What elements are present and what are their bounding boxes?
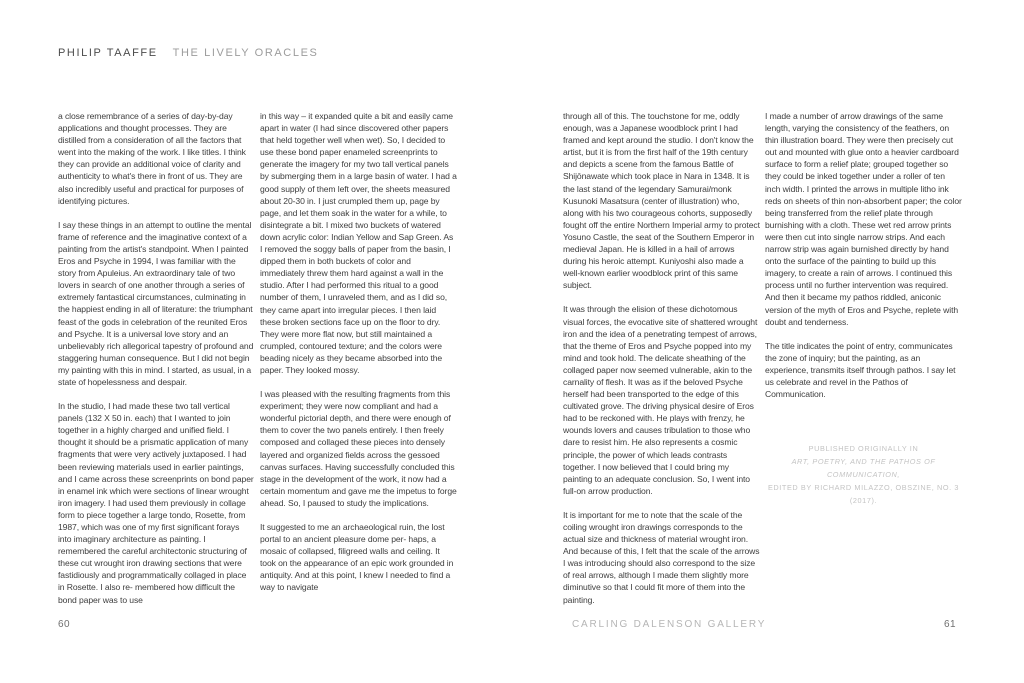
body-paragraph: I was pleased with the resulting fragments from this experiment; they were now compliant and had a wonderful pictorial depth, and there were enough of them to cover the two panels entirely. I then freely composed and collaged these pieces into densely layered and organized fields across the gessoed canvas surfaces. Having successfully concluded this stage in the development of the work, it now had a certain momentum and gave me the impetus to forge ahead. So, I paused to study the implications. <box>260 389 457 508</box>
text-column-3 <box>563 110 760 606</box>
publication-credit <box>765 442 962 507</box>
text-column-1 <box>58 110 255 606</box>
body-paragraph: The title indicates the point of entry, communicates the zone of inquiry; but the painting, as an experience, transmits itself through pathos. I say let us celebrate and revel in the Pathos of Communication. <box>765 340 956 400</box>
body-paragraph: a close remembrance of a series of day-by-day applications and thought processes. They are distilled from a consideration of all the factors that went into the making of the work. I like titles. I think they can provide an additional voice of clarity and authenticity to what's there in front of us. They are also incredibly useful and practical for purposes of identifying pictures. <box>58 111 246 206</box>
text-column-2 <box>260 110 457 594</box>
body-paragraph: I say these things in an attempt to outline the mental frame of reference and the imaginative context of a painting from the artist's standpoint. When I painted Eros and Psyche in 1994, I was familiar with the story from Apuleius. An extraordinary tale of two lovers in search of one another through a series of extremely fantastical circumstances, culminating in the happiest ending in all of literature: the triumphant feast of the gods in celebration of the reunited Eros and Psyche. It is a universal love story and an unbelievably rich allegorical tapestry of profound and staggering human consequence. But I did not begin my painting with this in mind. I started, as usual, in a state of hopelessness and despair. <box>58 219 254 387</box>
body-paragraph: It is important for me to note that the scale of the coiling wrought iron drawings corresponds to the actual size and thickness of material wrought iron. And because of this, I felt that the scale of the arrows I was introducing should also correspond to the size of real arrows, although I made them slightly more diminutive so that I could fit more of them into the painting. <box>563 509 760 605</box>
body-paragraph: It suggested to me an archaeological ruin, the lost portal to an ancient pleasure dome per- haps, a mosaic of collapsed, filigreed walls and ceiling. It took on the appearance of an epic work grounded in antiquity. And at this point, I knew I needed to find a way to navigate <box>260 522 454 593</box>
body-paragraph: I made a number of arrow drawings of the same length, varying the consistency of the feathers, on thin illustration board. They were then precisely cut out and mounted with glue onto a heavier cardboard surface to form a relief plate; grouped together so they could be inked together under a roller of ten inch width. I printed the arrows in multiple litho ink reds on sheets of thin non-absorbent paper; the color being transferred from the relief plate through burnishing with a cloth. These wet red arrow prints were then cut into single narrow strips. And each narrow strip was again burnished directly by hand onto the surface of the painting to build up this imagery, to create a rain of arrows. I continued this process until no further intervention was required. And then it became my pathos riddled, aniconic version of the myth of Eros and Psyche, replete with doubt and tenderness. <box>765 111 962 327</box>
page-number-right: 61 <box>944 619 957 630</box>
body-paragraph: It was through the elision of these dichotomous visual forces, the evocative site of shattered wrought iron and the idea of a penetrating tempest of arrows, that the theme of Eros and Psyche popped into my mind and took hold. The delicate sheathing of the collaged paper now seemed vulnerable, akin to the carnality of flesh. It was as if the beloved Psyche herself had been transported to the edge of this cultivated grove. The driving physical desire of Eros had to be reckoned with. He plays with frenzy, he wounds lovers and causes tribulation to those who dare to resist him. He also represents a cosmic principle, the power of which leads contrasts together. I now believed that I could bring my painting to an adequate conclusion. So, I went into full-on arrow production. <box>563 304 758 496</box>
credit-line-3: EDITED BY RICHARD MILAZZO, OBSZINE, NO. 3 (2017). <box>767 483 960 506</box>
credit-line-2: ART, POETRY, AND THE PATHOS OF COMMUNICATION, <box>791 457 936 480</box>
body-paragraph: through all of this. The touchstone for me, oddly enough, was a Japanese woodblock print I had framed and kept around the studio. I don't know the artist, but it is from the first half of the 19th century and depicts a scene from the famous Battle of Shijōnawate which took place in Nara in 1348. It is the last stand of the legendary Samurai/monk Kusunoki Masatsura (center of illustration) who, along with his two courageous cohorts, supposedly fought off the entire Northern Imperial army to protect Yosuno Castle, the seat of the Southern Emperor in medieval Japan. He is killed in a hail of arrows during his heroic attempt. Kuniyoshi also made a well-known earlier woodblock print of this same subject. <box>563 111 760 291</box>
text-column-4 <box>765 110 962 507</box>
gallery-credit: CARLING DALENSON GALLERY <box>572 619 767 630</box>
essay-title: THE LIVELY ORACLES <box>172 47 319 59</box>
author-name: PHILIP TAAFFE <box>58 47 158 59</box>
credit-line-1: PUBLISHED ORIGINALLY IN <box>808 444 919 454</box>
body-paragraph: in this way – it expanded quite a bit and easily came apart in water (I had since discovered other papers that held together well when wet). So, I decided to use these bond paper enameled screenprints to generate the imagery for my two tall vertical panels by submerging them in a large basin of water. I had a good supply of them left over, the sheets measured about 20-30 in. I just crumpled them up, page by page, and let them soak in the water for a while, to disintegrate a bit. I mixed two buckets of watered down acrylic color: Indian Yellow and Sap Green. As I removed the soggy balls of paper from the basin, I dipped them in both buckets of color and immediately threw them hard against a wall in the studio. After I had performed this ritual to a good number of them, I unraveled them, and as I did so, they came apart into irregular pieces. I then laid these broken sections face up on the floor to dry. They were more flat now, but still maintained a crumpled, contoured texture; and the colors were beading nicely as they became absorbed into the paper. They looked mossy. <box>260 111 457 375</box>
page-number-left: 60 <box>58 619 71 630</box>
body-paragraph: In the studio, I had made these two tall vertical panels (132 X 50 in. each) that I wanted to join together in a highly charged and unified field. I thought it should be a prismatic application of many fragments that were very actively juxtaposed. I had been reviewing materials used in earlier paintings, and I came across these screenprints on bond paper in enamel ink which were sections of linear wrought iron imagery. I had used them previously in collage form to piece together a large tondo, Rosette, from 1987, which was one of my first significant forays into imaginary architecture as painting. I remembered the careful architectonic structuring of these cut wrought iron drawing sections that were fastidiously and programmatically collaged in place in Rosette. I also re- membered how difficult the bond paper was to use <box>58 401 254 605</box>
running-head <box>58 47 318 59</box>
